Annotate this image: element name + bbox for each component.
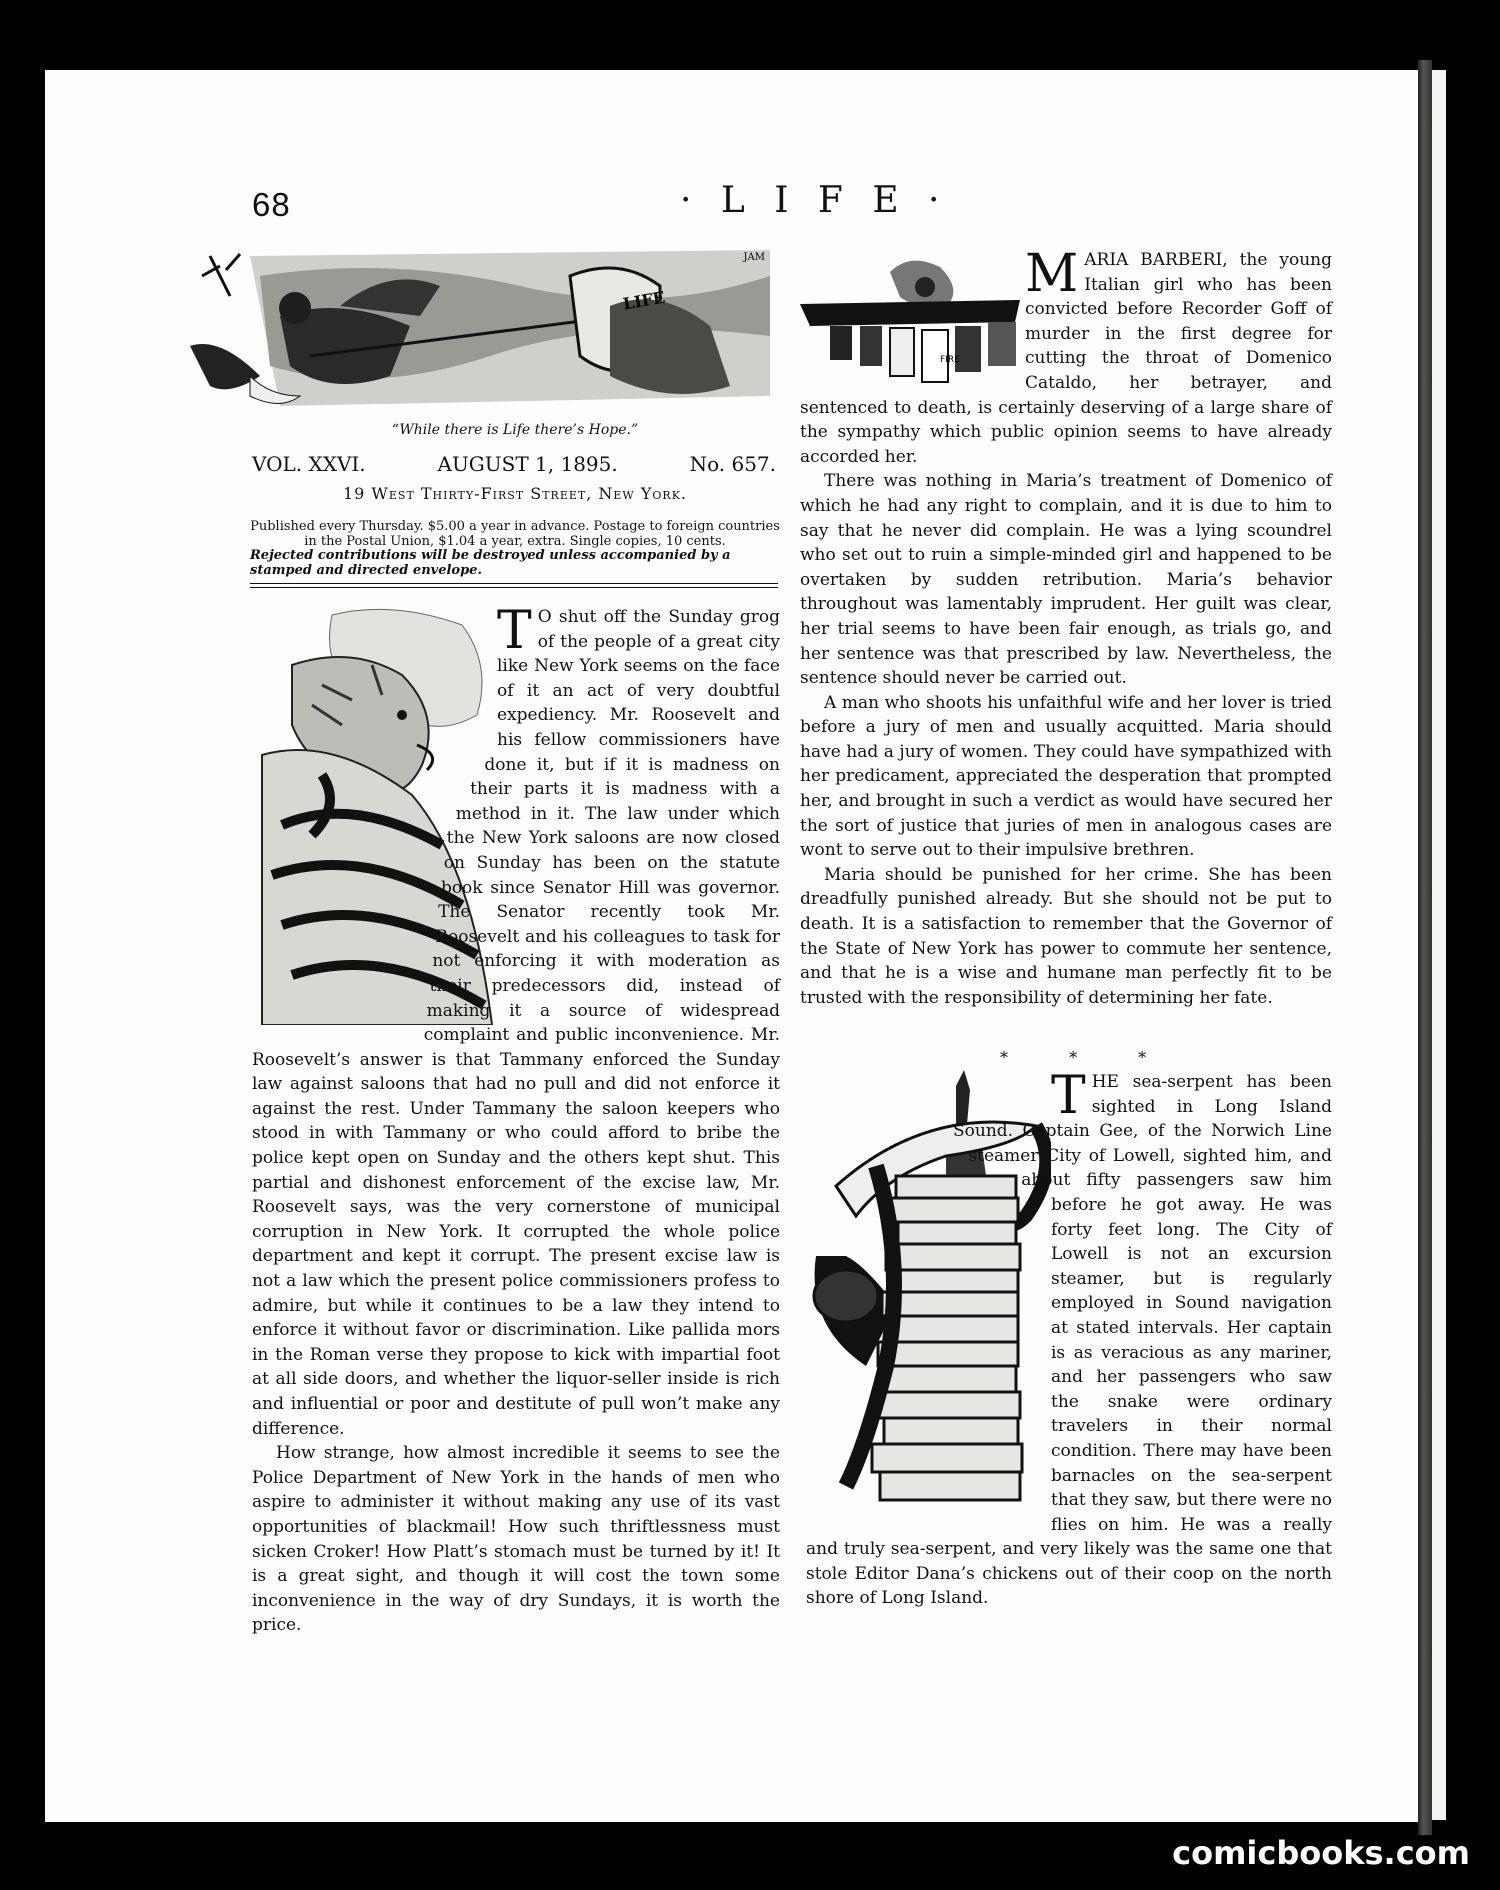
book-spine [1418, 60, 1432, 1835]
rejected-contributions-note: Rejected contributions will be destroyed unless accompanied by a stamped and directed envelope. [250, 548, 731, 578]
issue-number: No. 657. [689, 452, 776, 476]
buckets-illustration [800, 242, 1025, 390]
barberi-paragraph-3: A man who shoots his unfaithful wife and her lover is tried before a jury of men and usually acquitted. Maria should have had a jury of women. They could have sympathized with her predicament, appreciated the desperation that prompted her, and brought in such a verdict as would have secured her the sort of justice that juries of men in analogous cases are wont to serve out to their impulsive brethren. [800, 692, 1332, 861]
section-separator: * * * [1000, 1048, 1175, 1067]
barberi-paragraph-1-text: ARIA BARBERI, the young Italian girl who has been convicted before Recorder Goff of murder in the first degree for cutting the throat of Domenico Cataldo, her betrayer, and sentenced to death, is certainly deserving of a large share of the sympathy which public opinion seems to have already accorded her. [800, 250, 1332, 467]
sunday-paragraph-1-text: O shut off the Sunday grog of the people of a great city like New York seems on the face of it an act of very doubtful expediency. Mr. Roosevelt and his fellow commissioners have done it, but if it is madness on their parts it is madness with a method in it. The law under which the New York saloons are now closed on Sunday has been on the statute book since Senator Hill was governor. The Senator recently took Mr. Roosevelt and his colleagues to task for not enforcing it with moderation as their predecessors did, instead of making it a source of widespread complaint and public inconvenience. Mr. Roosevelt’s answer is that Tammany enforced the Sunday law against saloons that had no pull and did not enforce it against the rest. Under Tammany the saloon keepers who stood in with Tammany or who could afford to bribe the police kept open on Sunday and the others kept shut. This partial and dishonest enforcement of the excise law, Mr. Roosevelt says, was the very cornerstone of municipal corruption in New York. It corrupted the whole police department and kept it corrupt. The present excise law is not a law which the present police commissioners profess to admire, but while it continues to be a law they intend to enforce it without favor or discrimination. Like pallida mors in the Roman verse they propose to kick with impartial foot at all side doors, and whether the liquor-seller inside is rich and influential or poor and destitute of pull won’t make any difference. [252, 607, 780, 1439]
banner-illustration [190, 246, 780, 418]
sunday-drop-cap: T [497, 601, 532, 661]
header-rule-double [250, 587, 778, 588]
banner-signature: JAM [743, 252, 765, 263]
page-number: 68 [252, 186, 291, 223]
publisher-address: 19 West Thirty-First Street, New York. [342, 484, 687, 503]
article-serpent-column [806, 1066, 1332, 1611]
fire-buckets-engraving [800, 242, 1025, 390]
serpent-drop-cap: T [1051, 1066, 1086, 1126]
serpent-paragraph-1-text: HE sea-serpent has been sighted in Long Island Sound. Captain Gee, of the Norwich Line steamer City of Lowell, sighted him, and about fifty passengers saw him before he got away. He was forty feet long. The City of Lowell is not an excursion steamer, but is regularly employed in Sound navigation at stated intervals. Her captain is as veracious as any mariner, and her passengers who saw the snake were ordinary travelers in their normal condition. There may have been barnacles on the sea-serpent that they saw, but there were no flies on him. He was a really and truly sea-serpent, and very likely was the same one that stole Editor Dana’s chickens out of their coop on the north shore of Long Island. [806, 1072, 1332, 1609]
svg-text:FIRE: FIRE [940, 355, 960, 365]
facing-page-edge [1432, 70, 1446, 1820]
header-rule [250, 583, 778, 584]
issue-date: AUGUST 1, 1895. [437, 452, 618, 476]
barberi-drop-cap: M [1025, 244, 1079, 304]
publication-note [250, 520, 780, 578]
shield-text: LIFE [621, 287, 667, 314]
issue-line [252, 452, 776, 482]
banner-caption: “While there is Life there’s Hope.” [391, 422, 639, 438]
volume-label: VOL. XXVI. [252, 452, 366, 476]
barberi-paragraph-4: Maria should be punished for her crime. She has been dreadfully punished already. But she should not be put to death. It is a satisfaction to remember that the Governor of the State of New York has power to commute her sentence, and that he is a wise and humane man perfectly fit to be trusted with the responsibility of determining her fate. [800, 864, 1332, 1008]
masthead-title: · L I F E · [680, 180, 949, 221]
subscription-terms: Published every Thursday. $5.00 a year in advance. Postage to foreign countries in the Postal Union, $1.04 a year, extra. Single copies, 10 cents. [250, 519, 780, 549]
site-watermark: comicbooks.com [1172, 1834, 1470, 1872]
barberi-paragraph-2: There was nothing in Maria’s treatment of Domenico of which he had any right to complain, and it is due to him to say that he never did complain. He was a lying scoundrel who set out to ruin a simple-minded girl and happened to be overtaken by sudden retribution. Maria’s behavior throughout was lamentably imprudent. Her guilt was clear, her trial seems to have been fair enough, as trials go, and her sentence was that prescribed by law. Nevertheless, the sentence should never be carried out. [800, 471, 1332, 689]
sunday-paragraph-2: How strange, how almost incredible it seems to see the Police Department of New York in the hands of men who aspire to administer it without making any use of its vast opportunities of blackmail! How such thriftlessness must sicken Croker! How Platt’s stomach must be turned by it! It is a great sight, and though it will cost the town some inconvenience in the way of dry Sundays, it is worth the price. [252, 1443, 780, 1636]
article-barberi-column [800, 244, 1332, 1010]
devil-knight-engraving [190, 246, 780, 418]
article-sunday-column [252, 601, 780, 1638]
